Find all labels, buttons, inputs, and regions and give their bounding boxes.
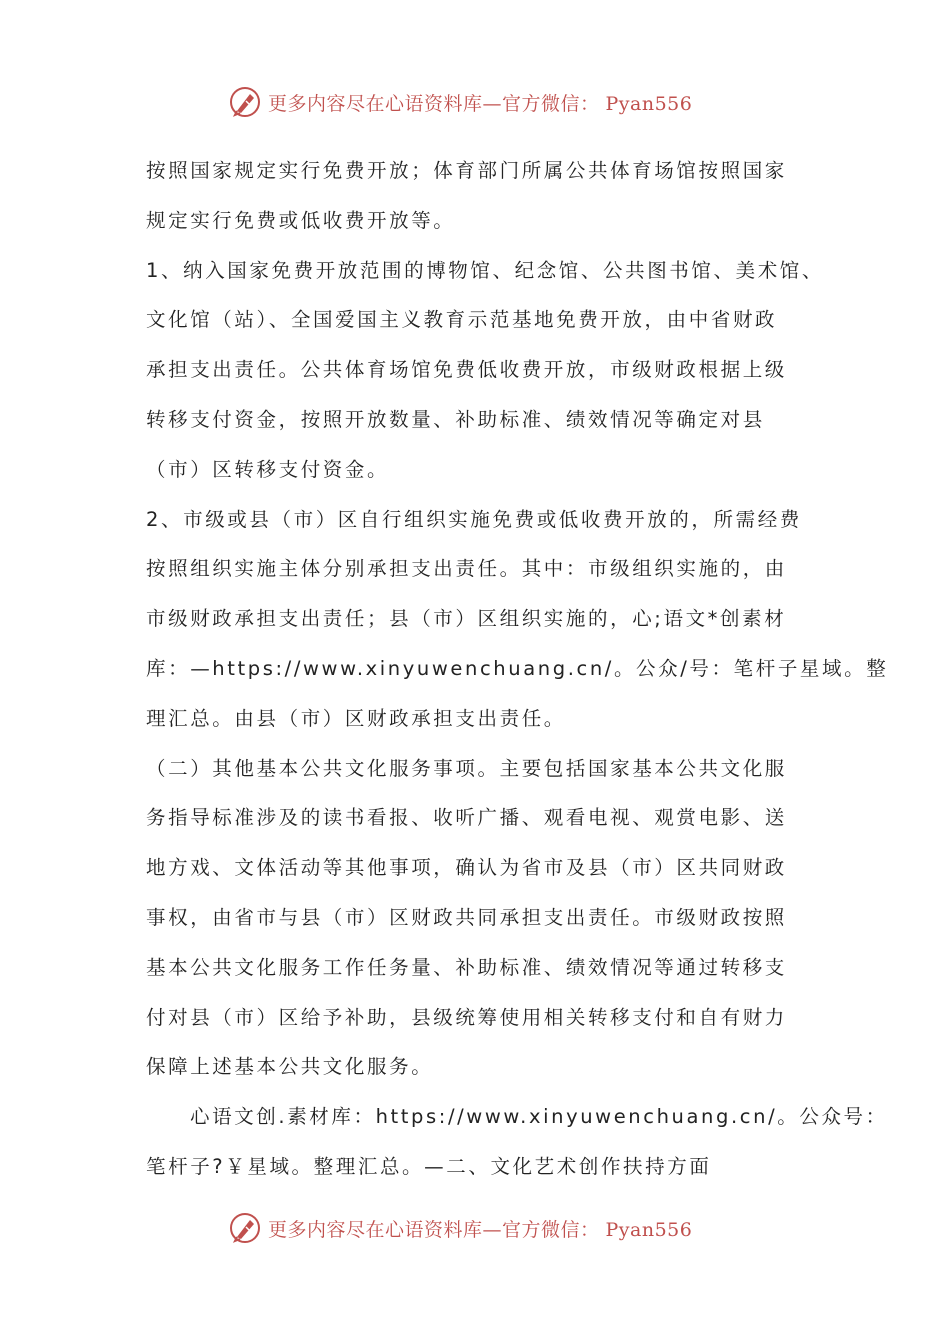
text-line: 笔杆子?￥星域。整理汇总。—二、文化艺术创作扶持方面 (146, 1154, 712, 1178)
pen-nib-icon (228, 85, 262, 119)
text-line: 按照组织实施主体分别承担支出责任。其中：市级组织实施的，由 (146, 557, 787, 581)
text-line: 转移支付资金，按照开放数量、补助标准、绩效情况等确定对县 (146, 407, 765, 431)
banner-title: 更多内容尽在心语资料库—官方微信： (268, 1218, 600, 1241)
document-body (146, 146, 889, 1192)
text-line: 1、纳入国家免费开放范围的博物馆、纪念馆、公共图书馆、美术馆、 (146, 258, 825, 282)
text-line: 2、市级或县（市）区自行组织实施免费或低收费开放的，所需经费 (146, 507, 802, 531)
text-line: 库：—https://www.xinyuwenchuang.cn/。公众/号：笔杆子星域。整 (146, 656, 889, 680)
text-line: 理汇总。由县（市）区财政承担支出责任。 (146, 706, 566, 730)
text-line: （市）区转移支付资金。 (146, 457, 390, 481)
text-line: 承担支出责任。公共体育场馆免费低收费开放，市级财政根据上级 (146, 358, 787, 382)
text-line: 务指导标准涉及的读书看报、收听广播、观看电视、观赏电影、送 (146, 806, 787, 830)
text-line: 心语文创.素材库：https://www.xinyuwenchuang.cn/。公众号： (190, 1105, 888, 1129)
text-line: 事权，由省市与县（市）区财政共同承担支出责任。市级财政按照 (146, 905, 787, 929)
banner-wechat-id: Pyan556 (605, 1218, 693, 1241)
text-line: 按照国家规定实行免费开放；体育部门所属公共体育场馆按照国家 (146, 159, 787, 182)
banner-title: 更多内容尽在心语资料库—官方微信： (268, 92, 600, 115)
banner-wechat-id: Pyan556 (605, 92, 693, 115)
header-watermark-banner (228, 82, 748, 122)
text-line: 规定实行免费或低收费开放等。 (146, 208, 456, 232)
banner-text (268, 1215, 692, 1242)
text-line: 基本公共文化服务工作任务量、补助标准、绩效情况等通过转移支 (146, 955, 787, 979)
text-line: 保障上述基本公共文化服务。 (146, 1055, 434, 1079)
pen-nib-icon (228, 1211, 262, 1245)
banner-text (268, 89, 692, 116)
text-line: 地方戏、文体活动等其他事项，确认为省市及县（市）区共同财政 (146, 856, 787, 880)
text-line: 付对县（市）区给予补助，县级统筹使用相关转移支付和自有财力 (146, 1005, 787, 1029)
footer-watermark-banner (228, 1208, 748, 1248)
text-line: 市级财政承担支出责任；县（市）区组织实施的，心;语文*创素材 (146, 607, 787, 631)
text-line: （二）其他基本公共文化服务事项。主要包括国家基本公共文化服 (146, 756, 787, 780)
text-line: 文化馆（站）、全国爱国主义教育示范基地免费开放，由中省财政 (146, 308, 778, 332)
